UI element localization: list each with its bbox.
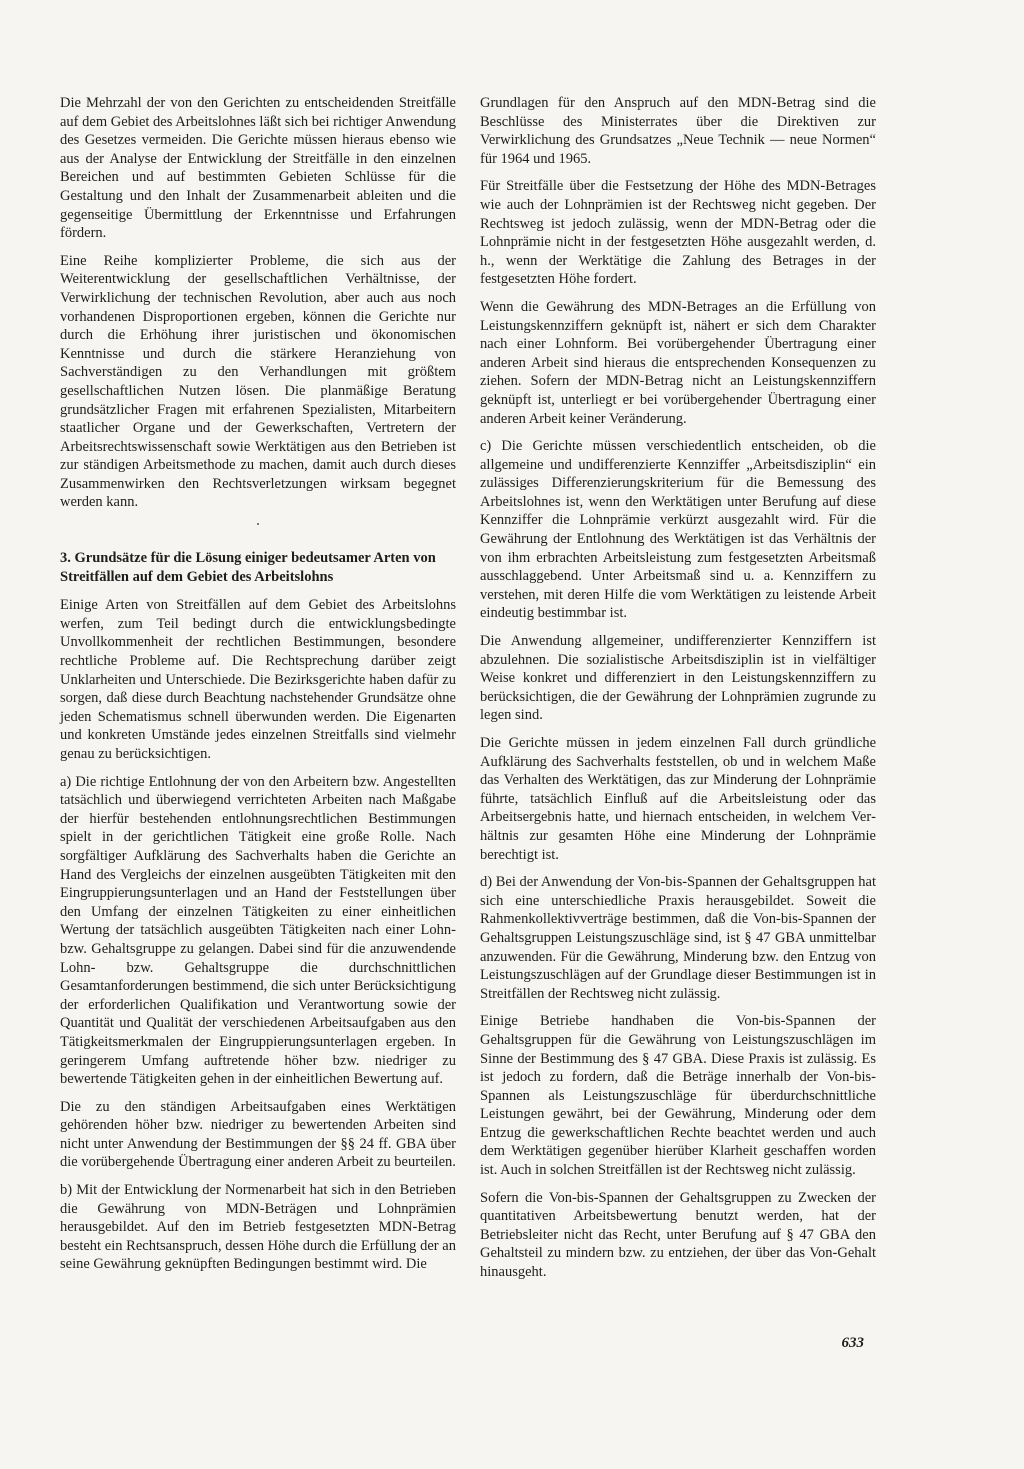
paragraph: Die Gerichte müssen in jedem einzelnen Fall durch gründliche Aufklärung des Sachverhalts feststellen, ob und in welchem Maße das Verhalten des Werktätigen, das zur Minderung der Lohnprämie führte, tatsächlich Einfluß auf die Arbeitsleistung oder das Arbeitsergebnis hatte, und hiernach entscheiden, in welchem Verhältnis zur gesamten Höhe eine Minderung der Lohnprämie berechtigt ist. xyxy=(480,735,876,863)
paragraph: Einige Betriebe handhaben die Von-bis-Spannen der Gehaltsgruppen für die Gewährung von Leistungszuschlägen im Sinne der Bestimmung des § 47 GBA. Diese Praxis ist zulässig. Es ist jedoch zu fordern, daß die Beträge innerhalb der Von-bis-Spannen als Leistungszuschläge für überdurchschnittliche Leistungen gewährt, bei der Gewährung, Minderung oder dem Entzug die gewerkschaftlichen Rechte beachtet werden und auch dem Werktätigen gegenüber hierüber Klarheit geschaffen worden ist. Auch in solchen Streitfällen ist der Rechtsweg nicht zulässig. xyxy=(480,1013,876,1179)
paragraph: Eine Reihe komplizierter Probleme, die sich aus der Weiterentwicklung der gesellschaftlichen Verhältnisse, der Verwirklichung der technischen Revolution, aber auch aus noch vorhandenen Disproportionen ergeben, können die Gerichte nur durch die Erhöhung ihrer juristischen und ökonomischen Kenntnisse und durch die stärkere Heranziehung von Sachverständigen zu den Verhandlungen mit größtem gesellschaftlichen Nutzen lösen. Die planmäßige Beratung grundsätzlicher Fragen mit erfahrenen Spezialisten, Mitarbeitern staatlicher Organe und der Gewerkschaften, Vertretern der Arbeitsrechtswissenschaft sowie Werktätigen aus den Betrieben ist zur ständigen Arbeitsmethode zu machen, damit auch durch dieses Zusammenwirken den Rechtsverletzungen wirksam begegnet werden kann. xyxy=(60,252,456,511)
section-heading: 3. Grundsätze für die Lösung einiger bedeutsamer Arten von Streitfällen auf dem Gebiet des Arbeitslohns xyxy=(60,550,436,585)
left-column xyxy=(60,94,456,1283)
paragraph: Die Mehrzahl der von den Gerichten zu entscheidenden Streitfälle auf dem Gebiet des Arbeitslohnes läßt sich bei richtiger Anwendung des Gesetzes vermeiden. Die Gerichte müssen hieraus ebenso wie aus der Analyse der Entwicklung der Streitfälle in den einzelnen Bereichen und auf bestimmten Gebieten Schlüsse für die Gestaltung und den Inhalt der Zusammenarbeit ableiten und die gegenseitige Übermittlung der Erkenntnisse und Erfahrungen fördern. xyxy=(60,95,456,242)
paragraph: Sofern die Von-bis-Spannen der Gehaltsgruppen zu Zwecken der quantitativen Arbeitsbewertung benutzt werden, hat der Betriebsleiter nicht das Recht, unter Berufung auf § 47 GBA den Gehaltsteil zu mindern bzw. zu entziehen, der über das Von-Gehalt hinausgeht. xyxy=(480,1189,876,1281)
paragraph: b) Mit der Entwicklung der Normenarbeit hat sich in den Betrieben die Gewährung von MDN-Beträgen und Lohnprämien herausgebildet. Auf den im Betrieb festgesetzten MDN-Betrag besteht ein Rechtsanspruch, dessen Höhe durch die Erfüllung der an seine Gewährung geknüpften Bedingungen bestimmt wird. Die xyxy=(60,1182,456,1273)
page-number: 633 xyxy=(841,1335,864,1351)
paragraph: a) Die richtige Entlohnung der von den Arbeitern bzw. Angestellten tatsächlich und überwiegend verrichteten Arbeiten nach Maßgabe der hierfür bestehenden entlohnungsrechtlichen Bestimmungen spielt in der gerichtlichen Tätigkeit eine große Rolle. Nach sorgfältiger Aufklärung des Sachverhalts haben die Gerichte an Hand des Vergleichs der einzelnen ausgeübten Tätigkeiten mit den Eingruppierungsunterlagen und an Hand der Feststellungen über den Umfang der einzelnen Tätigkeiten zu einer einheitlichen Wertung der tatsächlich ausgeübten Tätigkeiten nach einer Lohn- bzw. Gehaltsgruppe zu gelangen. Dabei sind für die anzuwendende Lohn- bzw. Gehaltsgruppe die durchschnittlichen Gesamtanforderungen bestimmend, die sich unter Berücksichtigung der erforderlichen Qualifikation und Verantwortung sowie der Quantität und Qualität der verschiedenen Arbeitsaufgaben aus den Tätigkeitsmerkmalen der Eingruppierungsunterlagen ergeben. In geringerem Umfang auftretende höher bzw. niedriger zu bewertende Tätigkeiten gehen in der einheitlichen Bewertung auf. xyxy=(60,773,456,1088)
right-column xyxy=(480,94,876,1291)
paragraph: Für Streitfälle über die Festsetzung der Höhe des MDN-Betrages wie auch der Lohnprämien ist der Rechtsweg nicht gegeben. Der Rechtsweg ist jedoch zulässig, wenn der MDN-Betrag oder die Lohnprämie nicht in der festgesetzten Höhe ausgezahlt werden, d. h., wenn der Werktätige die Zahlung des Betrages in der festgesetzten Höhe fordert. xyxy=(480,178,876,288)
paragraph: Die Anwendung allgemeiner, undifferenzierter Kennziffern ist abzulehnen. Die sozialistische Arbeitsdisziplin ist in vielfältiger Weise konkret und differenziert in den Leistungskennziffern zu berücksichtigen, die der Gewährung der Lohnprämien zugrunde zu legen sind. xyxy=(480,633,876,724)
paragraph: Die zu den ständigen Arbeitsaufgaben eines Werktätigen gehörenden höher bzw. niedriger zu bewertenden Arbeiten sind nicht unter Anwendung der Bestimmungen der §§ 24 ff. GBA über die vorübergehende Übertragung einer anderen Arbeit zu beurteilen. xyxy=(60,1098,456,1171)
paragraph: Wenn die Gewährung des MDN-Betrages an die Erfüllung von Leistungskennziffern geknüpft ist, nähert er sich dem Charakter nach einer Lohnform. Bei vorübergehender Übertragung einer anderen Arbeit sind hieraus die entsprechenden Konsequenzen zu ziehen. Sofern der MDN-Betrag nicht an Leistungskennziffern geknüpft ist, unterliegt er bei vorübergehender Übertragung einer anderen Arbeit keiner Veränderung. xyxy=(480,298,876,427)
separator-dot: • xyxy=(256,520,260,530)
paragraph: Grundlagen für den Anspruch auf den MDN-Betrag sind die Beschlüsse des Ministerrates über die Direktiven zur Verwirklichung des Grundsatzes „Neue Technik — neue Normen“ für 1964 und 1965. xyxy=(480,95,876,167)
paragraph: Einige Arten von Streitfällen auf dem Gebiet des Arbeitslohns werfen, zum Teil bedingt durch die entwicklungsbedingte Unvollkommenheit der rechtlichen Bestimmungen, besondere rechtliche Probleme auf. Die Rechtsprechung darüber zeigt Unklarheiten und Unterschiede. Die Bezirksgerichte haben dafür zu sorgen, daß diese durch Beachtung nachstehender Grundsätze ohne jeden Schematismus schnell überwunden werden. Die Eigenarten und konkreten Umstände jedes einzelnen Streitfalls sind vielmehr genau zu berücksichtigen. xyxy=(60,597,456,762)
paragraph: c) Die Gerichte müssen verschiedentlich entscheiden, ob die allgemeine und undifferenzierte Kennziffer „Arbeitsdisziplin“ ein zulässiges Differenzierungskriterium für die Bemessung des Arbeitslohnes ist, wenn den Werktätigen unter Berufung auf diese Kennziffer die Lohnprämie verkürzt ausgezahlt wird. Für die Gewährung der Entlohnung des Werktätigen ist das Verhältnis der von ihm erbrachten Arbeitsleistung zum festgesetzten Arbeitsmaß ausschlaggebend. Unter Arbeitsmaß sind u. a. Kennziffern zu verstehen, mit deren Hilfe die vom Werktätigen zu leistende Arbeit eindeutig bestimmbar ist. xyxy=(480,438,876,622)
paragraph: d) Bei der Anwendung der Von-bis-Spannen der Gehaltsgruppen hat sich eine unterschiedliche Praxis herausgebildet. Soweit die Rahmenkollektivverträge bestimmen, daß die Von-bis-Spannen der Gehaltsgruppen Leistungszuschläge sind, ist § 47 GBA unmittelbar anzuwenden. Für die Gewährung, Minderung bzw. den Entzug von Leistungszuschlägen auf der Grundlage dieser Bestimmungen ist in Streitfällen der Rechtsweg nicht zulässig. xyxy=(480,874,876,1002)
